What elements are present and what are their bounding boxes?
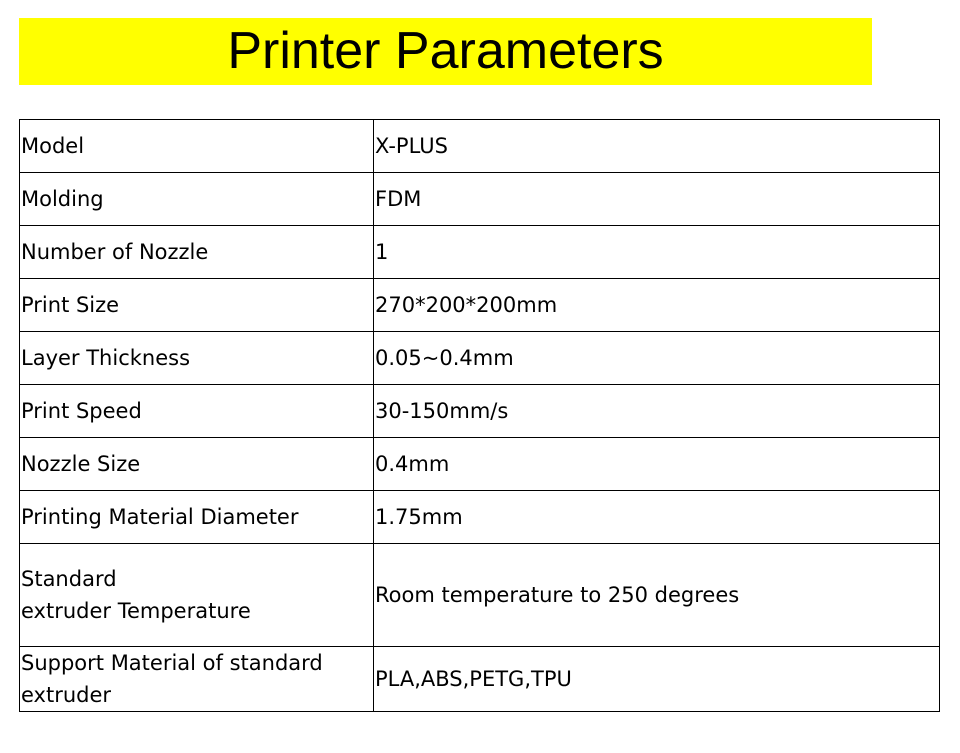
table-row [20, 332, 940, 385]
param-value: X-PLUS [374, 120, 940, 173]
page-title: Printer Parameters [227, 21, 664, 80]
param-label [20, 544, 374, 647]
param-label: Layer Thickness [20, 332, 374, 385]
param-label [20, 647, 374, 712]
param-value: Room temperature to 250 degrees [374, 544, 940, 647]
param-label: Molding [20, 173, 374, 226]
param-value: 0.4mm [374, 438, 940, 491]
table-row [20, 173, 940, 226]
param-label: Number of Nozzle [20, 226, 374, 279]
param-label: Print Speed [20, 385, 374, 438]
table-row [20, 544, 940, 647]
table-row [20, 226, 940, 279]
table-row [20, 647, 940, 712]
table-row [20, 438, 940, 491]
param-label-line: extruder Temperature [21, 599, 251, 623]
parameters-table [19, 119, 940, 712]
param-value: 1 [374, 226, 940, 279]
param-label-line: extruder [21, 683, 112, 707]
table-row [20, 385, 940, 438]
param-label-line: Standard [21, 567, 117, 591]
param-label-line: Support Material of standard [21, 651, 323, 675]
table-row [20, 120, 940, 173]
title-banner [19, 18, 872, 85]
param-label: Printing Material Diameter [20, 491, 374, 544]
param-value: 1.75mm [374, 491, 940, 544]
param-value: 0.05~0.4mm [374, 332, 940, 385]
table-row [20, 279, 940, 332]
param-value: PLA,ABS,PETG,TPU [374, 647, 940, 712]
table-row [20, 491, 940, 544]
param-value: FDM [374, 173, 940, 226]
param-value: 270*200*200mm [374, 279, 940, 332]
param-value: 30-150mm/s [374, 385, 940, 438]
param-label: Print Size [20, 279, 374, 332]
param-label: Model [20, 120, 374, 173]
param-label: Nozzle Size [20, 438, 374, 491]
